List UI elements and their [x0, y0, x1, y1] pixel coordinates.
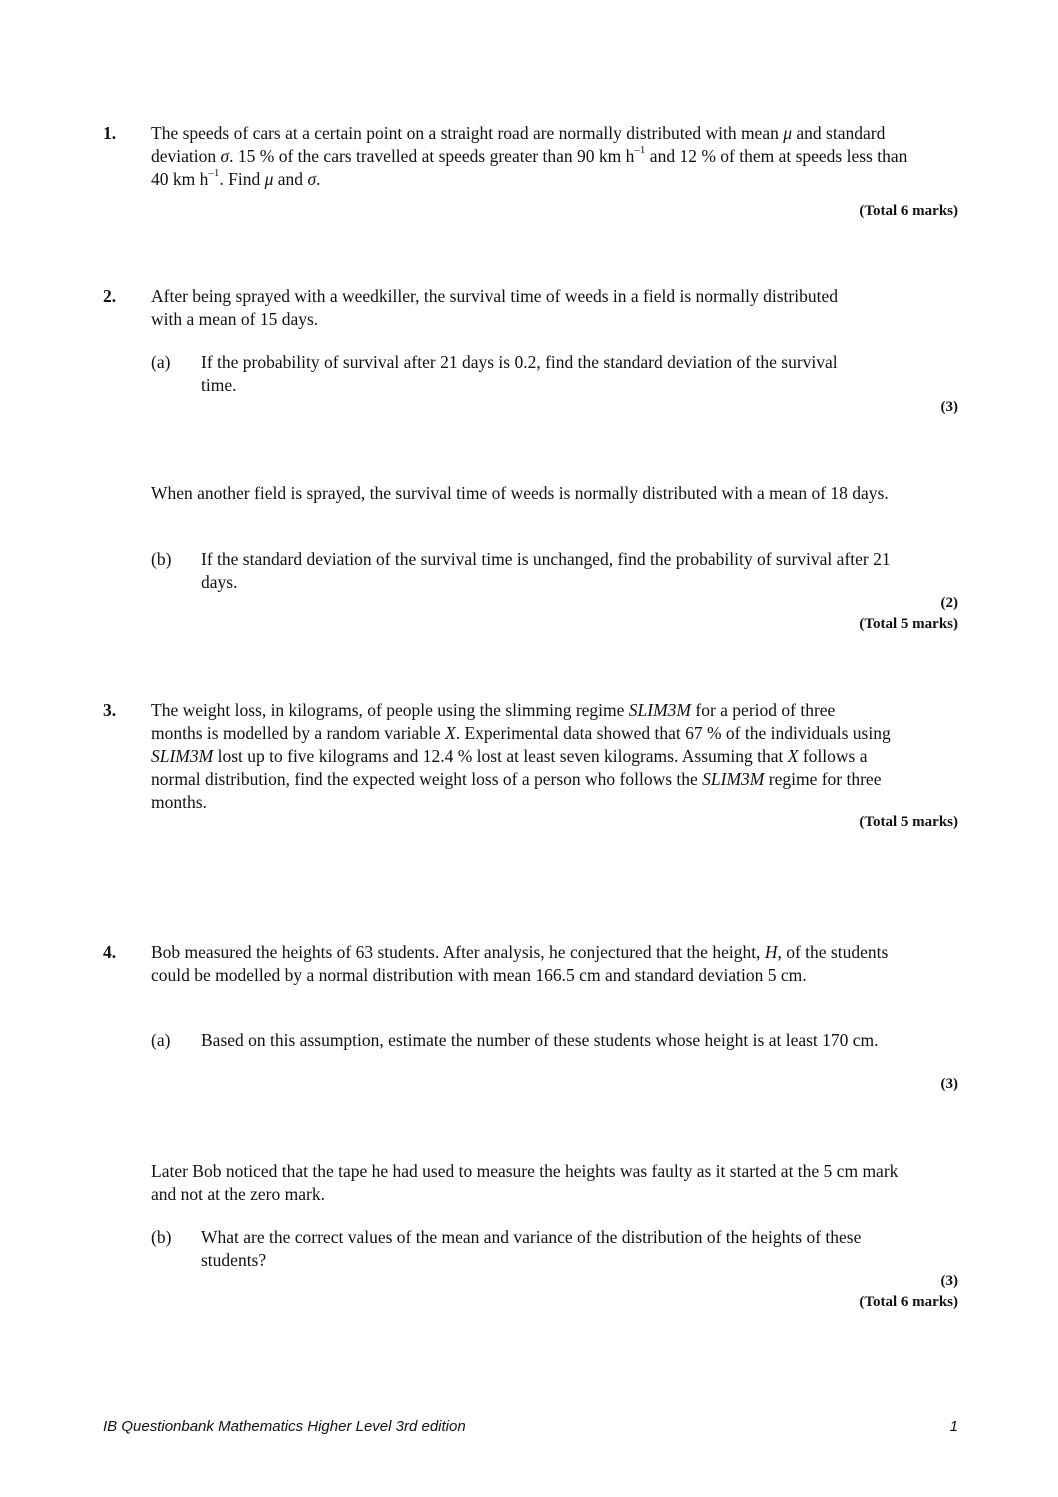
part-label: (b): [151, 549, 172, 569]
part-text: Based on this assumption, estimate the number of these students whose height is at least 170 cm.: [201, 1030, 879, 1050]
part-text: What are the correct values of the mean and variance of the distribution of the heights of these students?: [201, 1227, 862, 1270]
part-label: (a): [151, 352, 171, 372]
part-marks: (2): [940, 595, 958, 611]
question-text: The weight loss, in kilograms, of people using the slimming regime SLIM3M for a period of three months is modelled by a random variable X. Experimental data showed that 67 % of the individuals using SLIM3M lost up to five kilograms and 12.4 % lost at least seven kilograms. Assuming that X follows a normal distribution, find the expected weight loss of a person who follows the SLIM3M regime for three months.: [151, 700, 891, 812]
question-number: 3.: [103, 700, 117, 720]
question-number: 4.: [103, 942, 117, 962]
question-continuation: Later Bob noticed that the tape he had used to measure the heights was faulty as it started at the 5 cm mark and not at the zero mark.: [151, 1161, 899, 1204]
part-marks: (3): [940, 399, 958, 415]
part-marks: (3): [940, 1076, 958, 1092]
part-label: (a): [151, 1030, 171, 1050]
part-text: If the probability of survival after 21 days is 0.2, find the standard deviation of the survival time.: [201, 352, 838, 395]
part-marks: (3): [940, 1273, 958, 1289]
part-text: If the standard deviation of the survival time is unchanged, find the probability of survival after 21 days.: [201, 549, 891, 592]
total-marks: (Total 6 marks): [859, 1294, 958, 1310]
question-continuation: When another field is sprayed, the survival time of weeds is normally distributed with a mean of 18 days.: [151, 483, 889, 503]
page-number: 1: [949, 1418, 958, 1435]
total-marks: (Total 5 marks): [859, 814, 958, 830]
footer-title: IB Questionbank Mathematics Higher Level 3rd edition: [103, 1418, 466, 1435]
question-intro: Bob measured the heights of 63 students. After analysis, he conjectured that the height, H, of the students could be modelled by a normal distribution with mean 166.5 cm and standard deviation 5 cm.: [151, 942, 889, 985]
total-marks: (Total 6 marks): [859, 203, 958, 219]
part-label: (b): [151, 1227, 172, 1247]
question-number: 1.: [103, 123, 117, 143]
question-number: 2.: [103, 286, 117, 306]
question-intro: After being sprayed with a weedkiller, the survival time of weeds in a field is normally distributed with a mean of 15 days.: [151, 286, 838, 329]
question-text: The speeds of cars at a certain point on a straight road are normally distributed with mean μ and standard deviation σ. 15 % of the cars travelled at speeds greater than 90 km $h^{-1}$ and 12 % of them at speeds less than 40 km $h^{-1}$. Find μ and σ.: [151, 123, 908, 189]
total-marks: (Total 5 marks): [859, 616, 958, 632]
